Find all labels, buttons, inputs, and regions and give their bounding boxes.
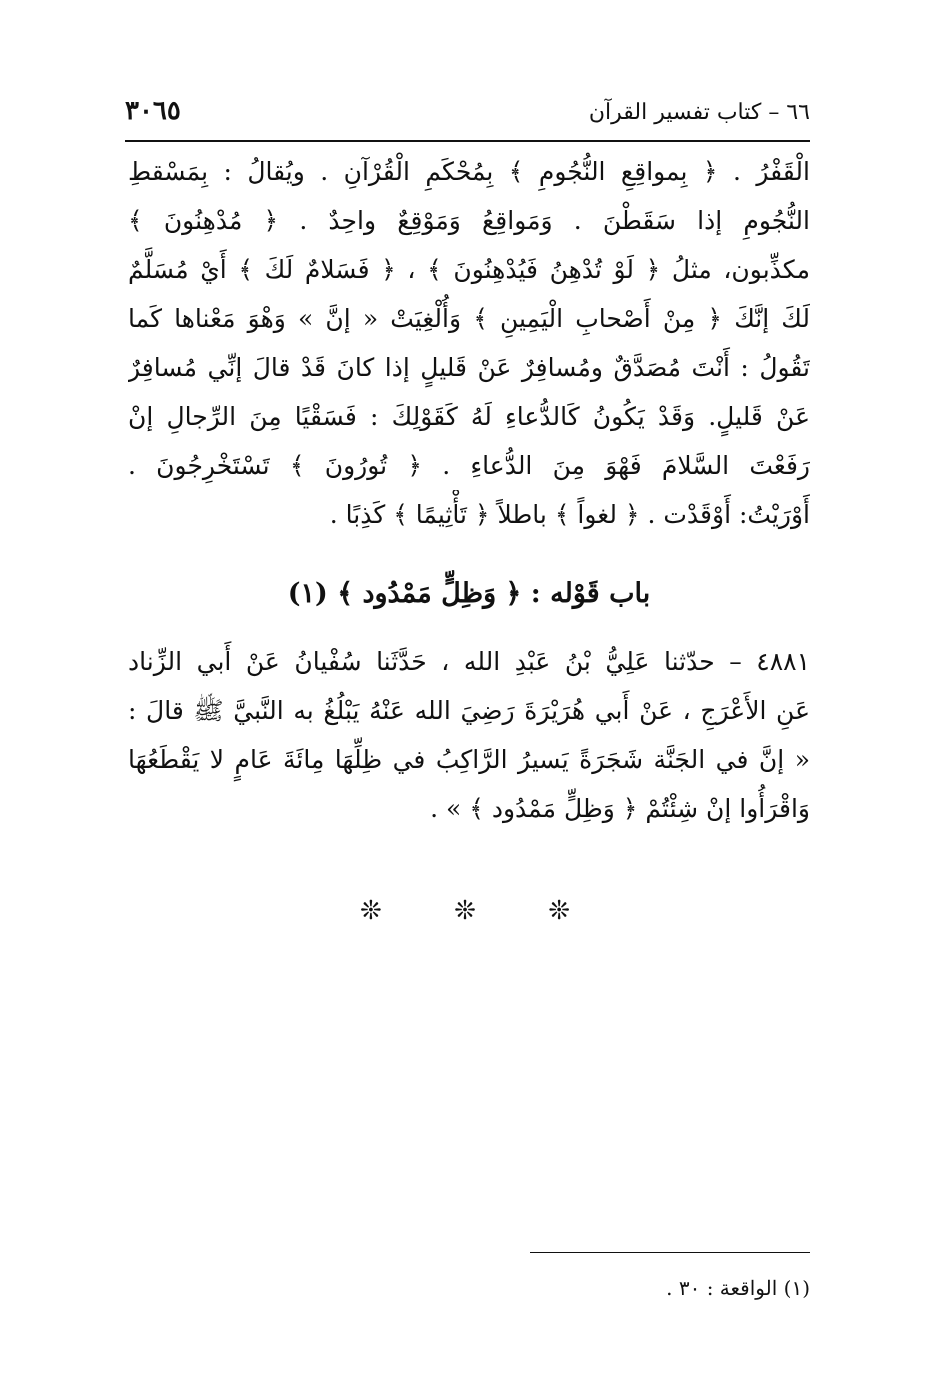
star-ornament-icon: ❊ (548, 896, 570, 926)
commentary-paragraph (128, 147, 810, 539)
text-line: عَنْ قَليلٍ. وَقَدْ يَكُونُ كَالدُّعاءِ لَهُ كَقَوْلِكَ : فَسَقْيًا مِنَ الرِّجالِ إنْ (128, 402, 810, 431)
text-line: أَوْرَيْتُ: أَوْقَدْت . ﴿ لغواً ﴾ باطلاً ﴿ تَأْثِيمًا ﴾ كَذِبًا . (329, 500, 810, 529)
page-number: ٣٠٦٥ (125, 96, 181, 126)
text-line: ٤٨٨١ – حدّثنا عَلِيُّ بْنُ عَبْدِ الله ، حَدَّثَنا سُفْيانُ عَنْ أَبي الزِّناد (128, 647, 810, 676)
text-line: لَكَ إنَّكَ ﴿ مِنْ أَصْحابِ الْيَمِينِ ﴾ وَأُلْغِيَتْ « إنَّ » وَهْوَ مَعْناها كَما (128, 304, 810, 333)
footnote: (١) الواقعة : ٣٠ . (666, 1276, 810, 1300)
star-ornament-icon: ❊ (360, 896, 382, 926)
text-line: عَنِ الأَعْرَجِ ، عَنْ أَبي هُرَيْرَةَ رَضِيَ الله عَنْهُ يَبْلُغُ به النَّبيَّ ﷺ قالَ : (128, 696, 810, 725)
text-line: مكذِّبون، مثلُ ﴿ لَوْ تُدْهِنُ فَيُدْهِنُونَ ﴾ ، ﴿ فَسَلامٌ لَكَ ﴾ أَيْ مُسَلَّمٌ (128, 255, 810, 284)
text-line: تَقُولُ : أَنْتَ مُصَدَّقٌ ومُسافِرٌ عَنْ قَليلٍ إذا كانَ قَدْ قالَ إنِّي مُسافِرٌ (128, 353, 810, 382)
text-line: رَفَعْتَ السَّلامَ فَهْوَ مِنَ الدُّعاءِ . ﴿ تُورُونَ ﴾ تَسْتَخْرِجُونَ . (128, 451, 810, 480)
text-line: « إنَّ في الجَنَّة شَجَرَةً يَسيرُ الرَّاكِبُ في ظِلِّهَا مِائَةَ عَامٍ لا يَقْطَعُهَا (128, 745, 810, 774)
running-title: ٦٦ – كتاب تفسير القرآن (588, 100, 810, 125)
chapter-heading: باب قَوْله : ﴿ وَظِلٍّ مَمْدُود ﴾ (١) (287, 578, 651, 609)
section-separator (360, 896, 570, 936)
text-line: وَاقْرَأُوا إنْ شِئْتُمْ ﴿ وَظِلٍّ مَمْدُود ﴾ » . (430, 794, 810, 823)
hadith-paragraph (128, 637, 810, 833)
page-header (125, 92, 810, 142)
footnote-divider (530, 1252, 810, 1253)
star-ornament-icon: ❊ (454, 896, 476, 926)
text-line: النُّجُومِ إذا سَقَطْنَ . وَمَواقِعُ وَمَوْقِعٌ واحِدٌ . ﴿ مُدْهِنُونَ ﴾ (128, 206, 810, 235)
text-line: الْقَفْرُ . ﴿ بِمواقِعِ النُّجُومِ ﴾ بِمُحْكَمِ الْقُرْآنِ . ويُقالُ : بِمَسْقطِ (128, 157, 810, 186)
